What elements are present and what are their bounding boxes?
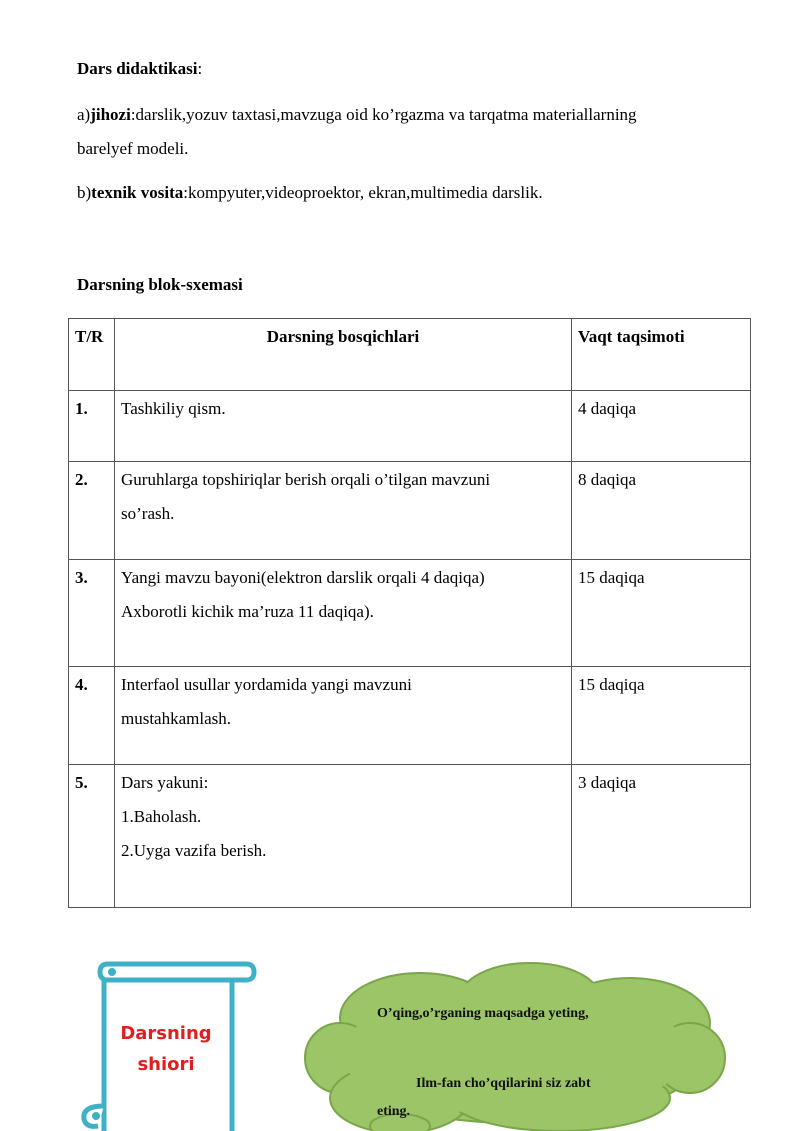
table-header-row bbox=[69, 319, 751, 391]
texnik-vosita-label: texnik vosita bbox=[91, 183, 184, 202]
table-row bbox=[69, 462, 751, 560]
blok-title: Darsning blok-sxemasi bbox=[77, 275, 243, 294]
table-row bbox=[69, 560, 751, 667]
didaktika-item-a: a)jihozi:darslik,yozuv taxtasi,mavzuga oid ko’rgazma va tarqatma materiallarning barelyef modeli. bbox=[77, 105, 637, 158]
table-row bbox=[69, 667, 751, 765]
row-number: 2. bbox=[69, 462, 115, 560]
table-row bbox=[69, 765, 751, 908]
row-stage: Interfaol usullar yordamida yangi mavzuni mustahkamlash. bbox=[115, 667, 572, 765]
header-tr: T/R bbox=[69, 319, 115, 391]
row-time: 4 daqiqa bbox=[572, 391, 751, 462]
row-number: 3. bbox=[69, 560, 115, 667]
row-time: 15 daqiqa bbox=[572, 667, 751, 765]
jihozi-label: jihozi bbox=[90, 105, 131, 124]
table-row bbox=[69, 391, 751, 462]
row-number: 1. bbox=[69, 391, 115, 462]
header-bosqichlari: Darsning bosqichlari bbox=[115, 319, 572, 391]
scroll-title: Darsning shiori bbox=[120, 1023, 212, 1075]
row-stage: Yangi mavzu bayoni(elektron darslik orqali 4 daqiqa) Axborotli kichik ma’ruza 11 daqiqa). bbox=[115, 560, 572, 667]
row-stage: Dars yakuni: 1.Baholash. 2.Uyga vazifa berish. bbox=[115, 765, 572, 908]
row-time: 8 daqiqa bbox=[572, 462, 751, 560]
header-vaqt: Vaqt taqsimoti bbox=[572, 319, 751, 391]
cloud-shape bbox=[300, 958, 730, 1131]
row-stage: Tashkiliy qism. bbox=[115, 391, 572, 462]
row-number: 5. bbox=[69, 765, 115, 908]
cloud-line-2: Ilm-fan cho’qqilarini siz zabt bbox=[416, 1076, 591, 1091]
row-number: 4. bbox=[69, 667, 115, 765]
row-time: 15 daqiqa bbox=[572, 560, 751, 667]
blok-sxema-table bbox=[68, 318, 751, 908]
row-time: 3 daqiqa bbox=[572, 765, 751, 908]
row-stage: Guruhlarga topshiriqlar berish orqali o’tilgan mavzuni so’rash. bbox=[115, 462, 572, 560]
cloud-line-3: eting. bbox=[377, 1104, 411, 1119]
didaktika-item-b: b)texnik vosita:kompyuter,videoproektor, ekran,multimedia darslik. bbox=[77, 183, 543, 202]
didaktika-title: Dars didaktikasi: bbox=[77, 59, 203, 78]
cloud-line-1: O’qing,o’rganing maqsadga yeting, bbox=[377, 1006, 589, 1021]
